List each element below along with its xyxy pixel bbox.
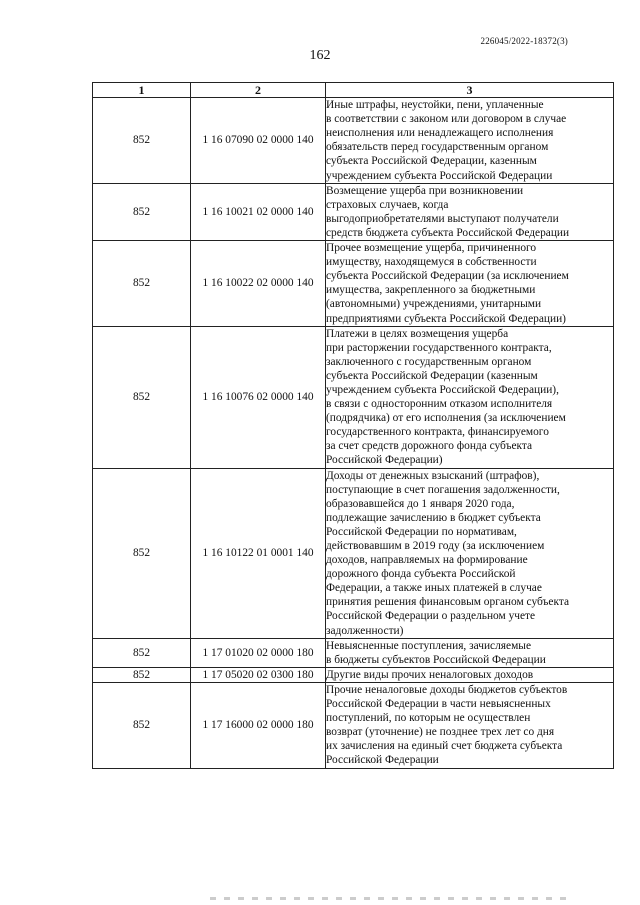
admin-code-cell: 852 <box>93 682 191 768</box>
revenue-code-cell: 1 17 05020 02 0300 180 <box>191 667 326 682</box>
admin-code-cell: 852 <box>93 667 191 682</box>
description-cell: Прочее возмещение ущерба, причиненного имуществу, находящемуся в собственности субъекта Российской Федерации (за исключением имущества, закрепленного за бюджетными (автономными) учреждениями, унитарными предприятиями субъекта Российской Федерации) <box>326 242 569 325</box>
revenue-code-cell: 1 17 01020 02 0000 180 <box>191 638 326 667</box>
admin-code-cell: 852 <box>93 241 191 327</box>
page-number: 162 <box>309 48 331 63</box>
revenue-code-cell: 1 16 10076 02 0000 140 <box>191 326 326 468</box>
table-row <box>93 682 614 768</box>
revenue-code-cell: 1 17 16000 02 0000 180 <box>191 682 326 768</box>
description-cell: Иные штрафы, неустойки, пени, уплаченные в соответствии с законом или договором в случае неисполнения или ненадлежащего исполнения обязательств перед государственным органом субъекта Российской Федерации, казенным учреждением субъекта Российской Федерации <box>326 99 567 182</box>
table-row <box>93 326 614 468</box>
admin-code-cell: 852 <box>93 468 191 638</box>
column-header-1: 1 <box>93 83 191 98</box>
document-reference-number: 226045/2022-18372(3) <box>480 36 568 46</box>
revenue-code-cell: 1 16 10122 01 0001 140 <box>191 468 326 638</box>
revenue-code-cell: 1 16 10022 02 0000 140 <box>191 241 326 327</box>
description-cell: Доходы от денежных взысканий (штрафов), поступающие в счет погашения задолженности, образовавшейся до 1 января 2020 года, подлежащие зачислению в бюджет субъекта Российской Федерации по нормативам, действовавшим в 2019 году (за исключением доходов, направляемых на формирование дорожного фонда субъекта Российской Федерации, а также иных платежей в случае принятия решения финансовым органом субъекта Российской Федерации о раздельном учете задолженности) <box>326 469 570 637</box>
table-row <box>93 638 614 667</box>
description-cell: Платежи в целях возмещения ущерба при расторжении государственного контракта, заключенного с государственным органом субъекта Российской Федерации (казенным учреждением субъекта Российской Федерации), в связи с односторонним отказом исполнителя (подрядчика) от его исполнения (за исключением государственного контракта, финансируемого за счет средств дорожного фонда субъекта Российской Федерации) <box>326 327 566 467</box>
table-row <box>93 98 614 184</box>
table-row <box>93 468 614 638</box>
budget-revenue-table <box>92 82 614 769</box>
scan-artifact <box>210 897 570 900</box>
table-row <box>93 667 614 682</box>
revenue-code-cell: 1 16 07090 02 0000 140 <box>191 98 326 184</box>
column-header-3: 3 <box>326 83 614 98</box>
admin-code-cell: 852 <box>93 98 191 184</box>
description-cell: Другие виды прочих неналоговых доходов <box>326 668 534 681</box>
table-row <box>93 183 614 240</box>
description-cell: Прочие неналоговые доходы бюджетов субъектов Российской Федерации в части невыясненных поступлений, по которым не осуществлен возврат (уточнение) не позднее трех лет со дня их зачисления на единый счет бюджета субъекта Российской Федерации <box>326 683 568 767</box>
table-header-row <box>93 83 614 98</box>
admin-code-cell: 852 <box>93 638 191 667</box>
admin-code-cell: 852 <box>93 183 191 240</box>
table-row <box>93 241 614 327</box>
revenue-code-cell: 1 16 10021 02 0000 140 <box>191 183 326 240</box>
column-header-2: 2 <box>191 83 326 98</box>
description-cell: Возмещение ущерба при возникновении страховых случаев, когда выгодоприобретателями выступают получатели средств бюджета субъекта Российской Федерации <box>326 184 570 239</box>
admin-code-cell: 852 <box>93 326 191 468</box>
description-cell: Невыясненные поступления, зачисляемые в бюджеты субъектов Российской Федерации <box>326 639 546 666</box>
